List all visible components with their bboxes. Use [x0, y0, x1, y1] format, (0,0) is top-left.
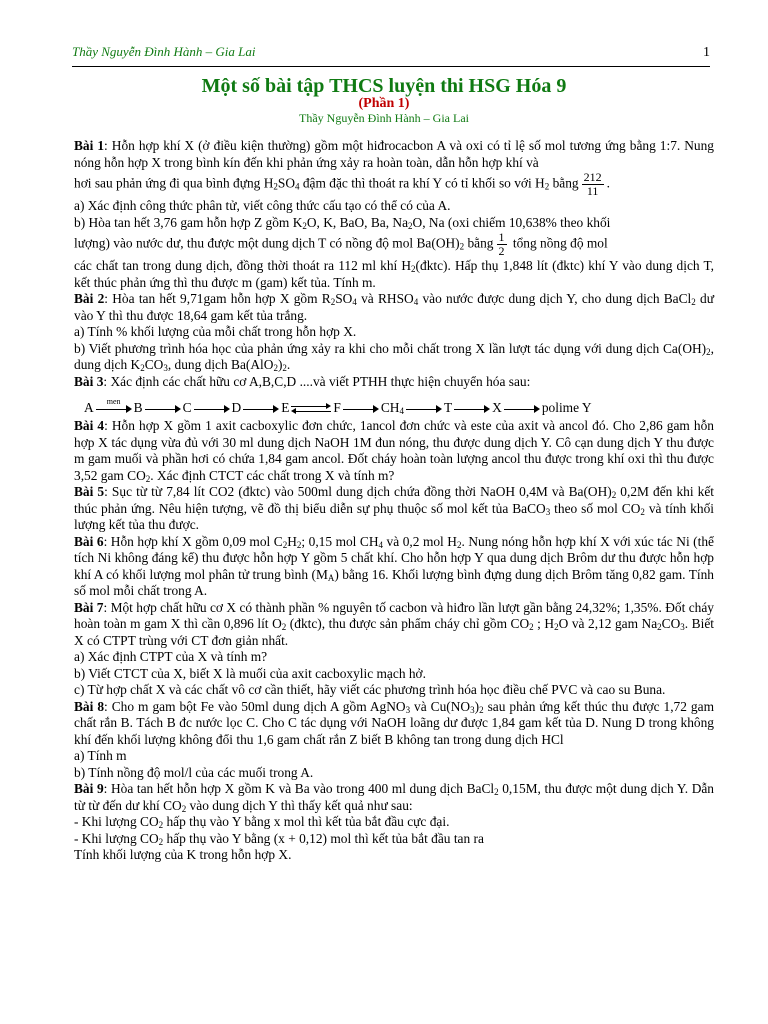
text: (đktc), thu được sản phẩm cháy chỉ gồm CO: [286, 616, 530, 631]
chain-node-x: X: [492, 399, 502, 415]
document-body: [74, 138, 714, 864]
bai5-intro: [74, 484, 714, 534]
subscript: 4: [399, 405, 404, 416]
text: bằng: [549, 175, 579, 191]
subscript: 2: [706, 346, 711, 357]
chain-node-f: F: [333, 399, 341, 415]
text: CO: [661, 616, 681, 631]
text: ): [277, 357, 283, 372]
text: các chất tan trong dung dịch, đồng thời thoát ra 112 ml khí H: [74, 258, 412, 273]
subscript: 2: [145, 473, 151, 484]
subscript: 2: [158, 836, 164, 847]
bai7-b: b) Viết CTCT của X, biết X là muối của axit cacboxylic mạch hở.: [74, 665, 426, 681]
text: .: [606, 175, 610, 191]
text: SO: [335, 291, 353, 306]
subscript: 3: [163, 363, 168, 373]
bai2-b: [74, 341, 714, 374]
text: lượng) vào nước dư, thu được một dung dịch T có nồng độ mol Ba(OH): [74, 235, 460, 251]
arrow-icon: [406, 402, 442, 416]
chain-node-a: A: [84, 399, 94, 415]
subscript: 2: [282, 539, 288, 550]
arrow-label: men: [106, 397, 121, 406]
arrow-icon: [96, 397, 132, 416]
bai7-label: Bài 7: [74, 599, 104, 615]
text: bằng: [464, 235, 494, 251]
document-author: Thầy Nguyễn Đình Hành – Gia Lai: [299, 111, 469, 125]
subscript: 2: [554, 622, 559, 632]
text: CO: [144, 357, 164, 372]
text: H: [287, 533, 297, 549]
text: sau phản ứng kết thúc thu được 1,72 gam chất rắn B. Tách B đc nước lọc C. Cho C tác dụng với NaOH loãng dư được 1,84 gam kết tủa D. Nung D trong không khí đến khối lượng không đổi thu 1,6 gam chất rắn Z biết B không tan trong dung dịch HCl: [74, 698, 714, 747]
chain-node-t: T: [443, 399, 453, 415]
subscript: 2: [302, 220, 307, 231]
reversible-arrow-icon: [291, 402, 331, 416]
subscript: 3: [680, 622, 685, 632]
bai4-intro: [74, 418, 714, 484]
bai3-intro: [74, 374, 714, 391]
text: hơi sau phản ứng đi qua bình đựng H: [74, 175, 274, 191]
text: , dung dịch Ba(AlO: [167, 357, 274, 372]
subscript: 2: [691, 297, 696, 307]
text: theo số mol CO: [550, 500, 641, 516]
text: - Khi lượng CO: [74, 830, 159, 846]
arrow-icon: [454, 402, 490, 416]
bai1-b: [74, 215, 714, 232]
subscript: 2: [459, 241, 465, 252]
text: CH: [380, 399, 400, 415]
fraction-1-2: [497, 231, 507, 258]
subscript: 4: [378, 539, 384, 550]
text: : Hỗn hợp khí X gồm 0,09 mol C: [103, 533, 283, 549]
text: vào nước được dung dịch Y, cho dung dịch BaCl: [418, 291, 692, 306]
subscript: 2: [456, 539, 462, 550]
text: , dung dịch K: [74, 340, 714, 372]
text: O và 2,12 gam Na: [558, 616, 658, 631]
text: O, K, BaO, Ba, Na: [306, 214, 409, 230]
text: tổng nồng độ mol: [509, 235, 608, 251]
text: hấp thụ vào Y bằng (x + 0,12) mol thì kết tủa bắt đầu tan ra: [163, 830, 484, 846]
subscript: 2: [494, 787, 499, 797]
chain-node-e: E: [281, 399, 290, 415]
subscript: 2: [181, 803, 187, 814]
chain-node-polime: polime Y: [541, 399, 592, 415]
subscript: 2: [273, 363, 278, 373]
text: (đktc). Hấp thụ 1,848 lít (đktc) khí Y vào dung dịch T, kết thúc phản ứng thì thu được m (gam) kết tủa. Tính m.: [74, 258, 714, 290]
text: hấp thụ vào Y bằng x mol thì kết tủa bắt đầu cực đại.: [163, 814, 450, 829]
subscript: 3: [545, 506, 551, 517]
text: - Khi lượng CO: [74, 814, 159, 829]
text: ; 0,15 mol CH: [301, 533, 379, 549]
subscript: 2: [411, 264, 416, 274]
text: O, Na (oxi chiếm 10,638% theo khối: [412, 214, 611, 230]
subscript: 2: [640, 506, 645, 517]
text: : Sục từ từ 7,84 lít CO2 (đktc) vào 500ml dung dịch chứa đồng thời NaOH 0,4M và Ba(OH): [104, 484, 612, 499]
subscript: 3: [470, 704, 475, 715]
text: : Hòa tan hết 9,71gam hỗn hợp X gồm R: [104, 291, 331, 306]
subscript: 2: [479, 704, 484, 715]
text: . Xác định CTCT các chất trong X và tính m?: [150, 467, 395, 483]
text: và Cu(NO: [410, 698, 471, 714]
document-subtitle: (Phần 1): [358, 96, 410, 111]
arrow-icon: [194, 402, 230, 416]
fraction-numerator: 1: [498, 230, 505, 244]
bai8-a: a) Tính m: [74, 748, 127, 763]
bai8-label: Bài 8: [74, 698, 105, 714]
text: ; H: [533, 616, 555, 631]
chain-node-c: C: [182, 399, 192, 415]
subscript: 4: [295, 181, 300, 192]
arrow-icon: [243, 402, 279, 416]
fraction-denominator: 2: [498, 244, 505, 258]
subscript: 2: [611, 490, 617, 500]
subscript: 2: [273, 181, 278, 192]
subscript: 2: [281, 622, 287, 632]
fraction-212-11: [582, 171, 604, 198]
text: : Hỗn hợp X gồm 1 axit cacboxylic đơn chức, 1ancol đơn chức và este của axit và ancol đó. Cho 2,86 gam hỗn hợp X tác dụng vừa đủ với 30 ml dung dịch NaOH 1M đun nóng, thu được dung dịch Y. Cô cạn dung dịch Y thu được m gam muối và phần hơi có chứa 1,84 gam ancol. Đốt cháy hoàn toàn lượng ancol thu được trong khí oxi thì thu được 3,52 gam CO: [74, 418, 714, 483]
bai2-a: a) Tính % khối lượng của mỗi chất trong hỗn hợp X.: [74, 324, 357, 339]
subscript: 2: [544, 181, 550, 192]
subscript: 2: [408, 220, 413, 231]
text: 0,2M đến khi kết thúc phản ứng. Nêu hiện tượng, vẽ đồ thị biểu diễn sự phụ thuộc số mol kết tủa BaCO: [74, 484, 714, 516]
bai6-label: Bài 6: [74, 533, 104, 549]
bai1-b-end: [74, 258, 714, 291]
text: ): [474, 698, 480, 714]
subscript: 2: [330, 297, 336, 307]
reaction-chain: [84, 394, 714, 416]
bai1-a: a) Xác định công thức phân tử, viết công thức cấu tạo có thể có của A.: [74, 198, 451, 213]
bai1-line2: [74, 171, 714, 198]
chain-node-b: B: [133, 399, 143, 415]
bai3-label: Bài 3: [74, 373, 104, 389]
subscript: 4: [352, 297, 357, 307]
text: dư vào Y thì thu được 18,64 gam kết tủa trắng.: [74, 291, 714, 323]
bai7-a: a) Xác định CTPT của X và tính m?: [74, 649, 268, 664]
text: vào dung dịch Y thì thấy kết quả như sau:: [186, 797, 413, 813]
text: : Xác định các chất hữu cơ A,B,C,D ....và viết PTHH thực hiện chuyển hóa sau:: [103, 373, 531, 389]
bai5-label: Bài 5: [74, 484, 105, 499]
subscript: 2: [282, 363, 287, 373]
chain-node-d: D: [231, 399, 242, 415]
subscript: 2: [158, 820, 164, 830]
subscript: 2: [657, 622, 662, 632]
text: : Một hợp chất hữu cơ X có thành phần % nguyên tố cacbon và hiđro lần lượt gần bằng 24,32%; 1,35%. Đốt cháy hoàn toàn m gam X thì cần 0,896 lít O: [74, 599, 714, 631]
text: và 0,2 mol H: [383, 533, 457, 549]
subscript: 3: [405, 704, 411, 715]
bai6-intro: [74, 534, 714, 600]
bai9-case1: [74, 814, 714, 831]
bai8-b: b) Tính nồng độ mol/l của các muối trong A.: [74, 764, 314, 780]
page-number: 1: [703, 45, 710, 60]
bai9-case2: [74, 831, 714, 848]
bai1-b-cont: [74, 231, 714, 258]
arrow-icon: [504, 402, 540, 416]
bai7-c: c) Từ hợp chất X và các chất vô cơ cần thiết, hãy viết các phương trình hóa học điều chế PVC và cao su Buna.: [74, 682, 666, 697]
subscript: 2: [296, 539, 302, 550]
arrow-icon: [343, 402, 379, 416]
bai4-label: Bài 4: [74, 418, 105, 433]
text: và tính khối lượng kết tủa thu được.: [74, 500, 714, 532]
text: : Cho m gam bột Fe vào 50ml dung dịch A gồm AgNO: [104, 698, 406, 714]
text: . Nung nóng hỗn hợp khí X với xúc tác Ni (thể tích Ni không đáng kể) thu được hỗn hợp Y gồm 5 chất khí. Cho hỗn hợp Y qua dung dịch Brôm dư thu được hỗn hợp khí A có khối lượng mol phân tử trung bình (M: [74, 533, 714, 582]
text: . Biết X có CTPT trùng với CT đơn giản nhất.: [74, 616, 714, 648]
text: : Hòa tan hết hỗn hợp X gồm K và Ba vào trong 400 ml dung dịch BaCl: [103, 781, 495, 796]
bai1-intro: [74, 138, 714, 171]
bai2-intro: [74, 291, 714, 324]
subscript: 2: [140, 363, 145, 373]
chain-node-ch4: [381, 400, 404, 417]
text: và RHSO: [356, 291, 414, 306]
arrow-icon: [145, 402, 181, 416]
text: đậm đặc thì thoát ra khí Y có tỉ khối so với H: [299, 175, 545, 191]
subscript: A: [327, 572, 335, 583]
text: 0,15M, thu được một dung dịch Y. Dẫn từ từ đến dư khí CO: [74, 781, 715, 813]
text: .: [286, 357, 291, 372]
header-author: Thầy Nguyễn Đình Hành – Gia Lai: [72, 44, 256, 59]
subscript: 2: [529, 622, 534, 632]
bai1-text: : Hỗn hợp khí X (ở điều kiện thường) gồm một hiđrocacbon A và oxi có tỉ lệ số mol tương ứng bằng 1:7. Nung nóng hỗn hợp X trong bình kín đến khi phản ứng xảy ra hoàn toàn, dẫn hỗn hợp khí và: [74, 138, 714, 170]
text: SO: [277, 175, 296, 191]
bai7-intro: [74, 600, 714, 650]
bai9-intro: [74, 781, 714, 814]
subscript: 4: [413, 297, 419, 307]
bai9-label: Bài 9: [74, 781, 104, 796]
bai2-label: Bài 2: [74, 291, 105, 306]
text: b) Hòa tan hết 3,76 gam hỗn hợp Z gồm K: [74, 214, 303, 230]
page-header: [72, 44, 710, 67]
text: ) bằng 16. Khối lượng bình đựng dung dịch Brôm tăng 0,82 gam. Tính số mol mỗi chất trong A.: [74, 566, 715, 598]
document-title: Một số bài tập THCS luyện thi HSG Hóa 9: [201, 75, 567, 97]
text: b) Viết phương trình hóa học của phản ứng xảy ra khi cho mỗi chất trong X lần lượt tác dụng với dung dịch Ca(OH): [74, 340, 707, 356]
bai8-intro: [74, 699, 714, 749]
bai9-question: Tính khối lượng của K trong hỗn hợp X.: [74, 847, 292, 862]
fraction-numerator: 212: [583, 170, 602, 184]
fraction-denominator: 11: [586, 184, 599, 198]
bai1-label: Bài 1: [74, 138, 105, 153]
